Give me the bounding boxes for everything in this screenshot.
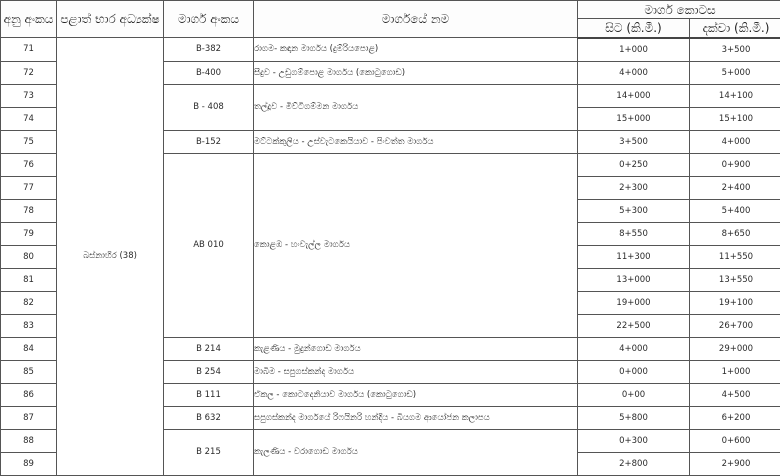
serial-no: 78: [1, 199, 57, 222]
serial-no: 74: [1, 107, 57, 130]
road-name: තල්දූව - මිව්ටිගම්මන මාර්ගය: [254, 84, 578, 130]
office-cell: බස්නාහිර (38): [57, 38, 164, 476]
to-km: 26+700: [690, 314, 780, 337]
serial-no: 86: [1, 383, 57, 406]
col-road-name: මාර්ගයේ නම: [254, 1, 578, 38]
road-no: B - 408: [164, 84, 254, 130]
col-road-no: මාර්ග අංකය: [164, 1, 254, 38]
serial-no: 75: [1, 130, 57, 153]
from-km: 22+500: [578, 314, 690, 337]
road-name: සීදුව - උඩුගම්පොළ මාර්ගය (කොටුගොඩ): [254, 61, 578, 84]
to-km: 3+500: [690, 38, 780, 62]
from-km: 13+000: [578, 268, 690, 291]
to-km: 0+600: [690, 429, 780, 452]
road-name: රාගම- කඳාන මාර්ගය (දුම්රියපොළ): [254, 38, 578, 62]
from-km: 2+800: [578, 452, 690, 475]
serial-no: 73: [1, 84, 57, 107]
to-km: 14+100: [690, 84, 780, 107]
to-km: 6+200: [690, 406, 780, 429]
road-name: කොළඹ - හංවැල්ල මාර්ගය: [254, 153, 578, 337]
to-km: 0+900: [690, 153, 780, 176]
road-name: ඒකල - කොටදෙනියාව මාර්ගය (කොටුගොඩ): [254, 383, 578, 406]
road-name: සපුගස්කන්ද මාර්ගයේ රිෆයිනරි හන්දිය - බියගම ආයෝජන කලාපය: [254, 406, 578, 429]
to-km: 4+500: [690, 383, 780, 406]
from-km: 8+550: [578, 222, 690, 245]
to-km: 5+000: [690, 61, 780, 84]
from-km: 15+000: [578, 107, 690, 130]
serial-no: 83: [1, 314, 57, 337]
serial-no: 87: [1, 406, 57, 429]
serial-no: 88: [1, 429, 57, 452]
col-to-km: දක්වා (කි.මී.): [690, 19, 780, 38]
serial-no: 81: [1, 268, 57, 291]
from-km: 5+300: [578, 199, 690, 222]
road-name: කැළණිය - මුදුන්ගොඩ මාර්ගය: [254, 337, 578, 360]
serial-no: 82: [1, 291, 57, 314]
from-km: 5+800: [578, 406, 690, 429]
road-no: B-152: [164, 130, 254, 153]
serial-no: 79: [1, 222, 57, 245]
table-row: [1, 38, 780, 62]
serial-no: 84: [1, 337, 57, 360]
to-km: 1+000: [690, 360, 780, 383]
col-road-section: මාර්ග කොටස: [578, 1, 780, 19]
road-no: B 215: [164, 429, 254, 475]
col-office: පළාත් භාර අධ්‍යක්ෂ: [57, 1, 164, 38]
road-no: B-400: [164, 61, 254, 84]
from-km: 0+250: [578, 153, 690, 176]
road-no: AB 010: [164, 153, 254, 337]
header-row: [1, 1, 780, 19]
to-km: 15+100: [690, 107, 780, 130]
to-km: 13+550: [690, 268, 780, 291]
to-km: 4+000: [690, 130, 780, 153]
serial-no: 77: [1, 176, 57, 199]
to-km: 19+100: [690, 291, 780, 314]
serial-no: 80: [1, 245, 57, 268]
from-km: 11+300: [578, 245, 690, 268]
road-no: B 254: [164, 360, 254, 383]
road-name: මට්ටක්කුලිය - උස්වැටකෙයියාව - පිංවත්ත මාර්ගය: [254, 130, 578, 153]
to-km: 2+900: [690, 452, 780, 475]
road-name: කැලණිය - වරාගොඩ මාර්ගය: [254, 429, 578, 475]
from-km: 3+500: [578, 130, 690, 153]
to-km: 5+400: [690, 199, 780, 222]
road-name: මාබිම - සපුගස්කන්ද මාර්ගය: [254, 360, 578, 383]
from-km: 0+00: [578, 383, 690, 406]
from-km: 0+300: [578, 429, 690, 452]
from-km: 2+300: [578, 176, 690, 199]
from-km: 0+000: [578, 360, 690, 383]
from-km: 4+000: [578, 337, 690, 360]
serial-no: 89: [1, 452, 57, 475]
road-no: B 111: [164, 383, 254, 406]
from-km: 1+000: [578, 38, 690, 62]
road-no: B-382: [164, 38, 254, 62]
serial-no: 71: [1, 38, 57, 62]
serial-no: 72: [1, 61, 57, 84]
road-no: B 214: [164, 337, 254, 360]
to-km: 2+400: [690, 176, 780, 199]
serial-no: 85: [1, 360, 57, 383]
from-km: 14+000: [578, 84, 690, 107]
col-from-km: සිට (කි.මී.): [578, 19, 690, 38]
serial-no: 76: [1, 153, 57, 176]
to-km: 11+550: [690, 245, 780, 268]
to-km: 29+000: [690, 337, 780, 360]
road-no: B 632: [164, 406, 254, 429]
from-km: 19+000: [578, 291, 690, 314]
from-km: 4+000: [578, 61, 690, 84]
to-km: 8+650: [690, 222, 780, 245]
col-serial-no: අනු අංකය: [1, 1, 57, 38]
